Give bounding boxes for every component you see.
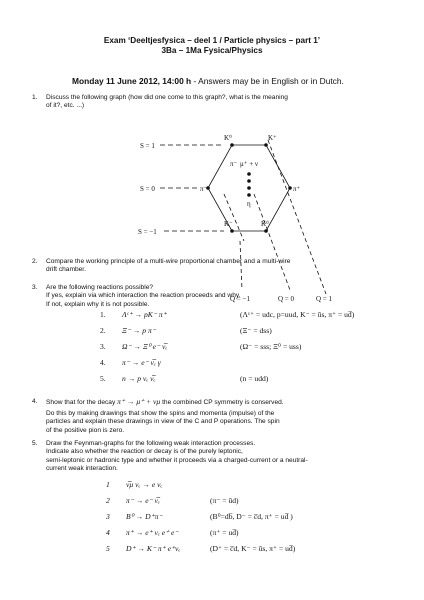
label-q1: Q = 1	[316, 295, 333, 303]
label-sminus1: S = −1	[138, 228, 157, 236]
meson-nonet-diagram	[0, 100, 424, 360]
question-4-line-2: Do this by making drawings that show the spins and momenta (impulse) of the	[46, 410, 275, 417]
question-4-line-4: of the positive pion is zero.	[46, 426, 125, 434]
exam-subtitle: 3Ba – 1Ma Fysica/Physics	[161, 46, 263, 55]
label-k0bar: K̄⁰	[261, 220, 269, 228]
question-1-line-2: of it?, etc. ...)	[46, 102, 85, 110]
reaction-number: 5.	[100, 374, 106, 383]
q1-dashed-line	[268, 140, 326, 294]
node-center-3	[247, 186, 251, 190]
reaction-quark-content: (n = udd)	[240, 374, 269, 383]
exam-language-note: - Answers may be in English or in Dutch.	[191, 76, 344, 86]
weak-process-formula: D⁺ → K⁻ π⁺ e⁺νₑ	[126, 544, 181, 553]
label-q-minus1: Q = −1	[230, 295, 250, 303]
reaction-number: 4.	[100, 358, 106, 367]
weak-process-quark-content: (π⁻ = ūd)	[210, 496, 239, 505]
exam-date: Monday 11 June 2012, 14:00 h	[72, 76, 192, 86]
label-s0: S = 0	[140, 185, 155, 193]
reaction-formula: π⁻ → e⁻ ν̅ₑ γ	[122, 358, 161, 367]
exam-dateline	[72, 76, 344, 86]
reaction-formula: Ω⁻ → Ξ⁰ e⁻ ν̅ₑ	[122, 342, 168, 351]
question-4-number: 4.	[32, 398, 38, 405]
reaction-formula: n → p νₑ ν̅ₑ	[122, 374, 156, 383]
weak-process-number: 5	[106, 544, 110, 553]
question-5-line-1: Draw the Feynman-graphs for the following weak interaction processes.	[46, 440, 256, 447]
label-piminus-top: π⁻	[230, 160, 238, 168]
label-eta: η	[247, 200, 251, 208]
label-k0: K⁰	[224, 134, 232, 142]
q-minus1-dashed-line	[224, 194, 244, 241]
question-1-number: 1.	[32, 94, 38, 101]
pion-decay-formula: π⁺ → μ⁺ + νμ	[117, 397, 161, 406]
weak-process-formula: ν̅μ νₑ → e νₑ	[126, 480, 163, 489]
reaction-number: 3.	[100, 342, 106, 351]
reaction-quark-content: (Ξ⁻ = dss)	[240, 326, 272, 335]
question-3-line-2: If yes, explain via which interaction the reaction proceeds and why.	[46, 292, 241, 300]
weak-process-number: 3	[106, 512, 110, 521]
question-3-line-3: If not, explain why it is not possible.	[46, 300, 150, 308]
label-piplus: π⁺	[293, 185, 301, 193]
q0-dashed-line	[254, 194, 290, 290]
weak-process-number: 1	[106, 480, 110, 489]
weak-process-quark-content: (D⁺ = c̅d, K⁻ = ūs, π⁺ = ud̅)	[210, 544, 296, 553]
node-k0	[230, 143, 234, 147]
question-2-line-2: drift chamber.	[46, 266, 86, 274]
question-5-line-3: semi-leptonic or hadronic type and whether it proceeds via a charged-current or a neutral-	[46, 456, 308, 464]
label-piminus: π⁻	[200, 185, 208, 193]
question-3-number: 3.	[32, 284, 38, 291]
node-piplus	[288, 186, 292, 190]
node-center-1	[247, 172, 251, 176]
reaction-formula: Ξ⁻ → p π⁻	[122, 326, 156, 335]
weak-process-formula: B⁰ → D⁺π⁻	[126, 512, 163, 521]
weak-process-quark-content: (B⁰=db̅, D⁻ = c̅d, π⁺ = ud̅ )	[210, 512, 293, 521]
reaction-quark-content: (Ω⁻ = sss; Ξ⁰ = uss)	[240, 342, 302, 351]
question-4-line-3: particles and explain these drawings in view of the C and P operations. The spin	[46, 418, 280, 426]
weak-process-number: 2	[106, 496, 110, 505]
label-kminus: K⁻	[224, 220, 233, 228]
question-5-line-4: current weak interaction.	[46, 465, 118, 473]
label-q0: Q = 0	[278, 295, 295, 303]
node-kplus	[264, 143, 268, 147]
node-kminus	[230, 229, 234, 233]
question-2-line-1: Compare the working principle of a multi-wire proportional chamber and a multi-wire	[46, 258, 291, 265]
question-2-number: 2.	[32, 258, 38, 265]
reaction-number: 2.	[100, 326, 106, 335]
question-1-line-1: Discuss the following graph (how did one come to this graph?, what is the meaning	[46, 94, 288, 101]
node-center-4	[247, 193, 251, 197]
question-4-line-1-end: the combined CP symmetry is conserved.	[160, 399, 284, 406]
question-5-line-2: Indicate also whether the reaction or decay is of the purely leptonic,	[46, 448, 243, 456]
reaction-number: 1.	[100, 310, 106, 319]
weak-process-quark-content: (π⁺ = ud̅)	[210, 528, 239, 537]
label-mu-nu: μ⁺ + ν	[240, 160, 259, 168]
reaction-quark-content: (Λᶜ⁺ = udc, p=uud, K⁻ = ūs, π⁺ = ud̅)	[240, 310, 355, 319]
question-4-line-1-start: Show that for the decay	[46, 399, 118, 406]
question-5-number: 5.	[32, 440, 38, 447]
weak-process-formula: π⁻ → e⁻ ν̅ₑ	[126, 496, 160, 505]
label-s1: S = 1	[140, 142, 155, 150]
exam-title: Exam ‘Deeltjesfysica – deel 1 / Particle physics – part 1’	[103, 36, 321, 45]
node-center-2	[247, 179, 251, 183]
question-3-line-1: Are the following reactions possible?	[46, 284, 154, 291]
label-kplus: K⁺	[268, 134, 277, 142]
reaction-formula: Λᶜ⁺ → pK⁻ π⁺	[122, 310, 167, 319]
weak-process-number: 4	[106, 528, 110, 537]
node-k0bar	[264, 229, 268, 233]
weak-process-formula: π⁺ → e⁺ νₑ e⁺ e⁻	[126, 528, 179, 537]
question-4-line-1	[46, 398, 284, 407]
